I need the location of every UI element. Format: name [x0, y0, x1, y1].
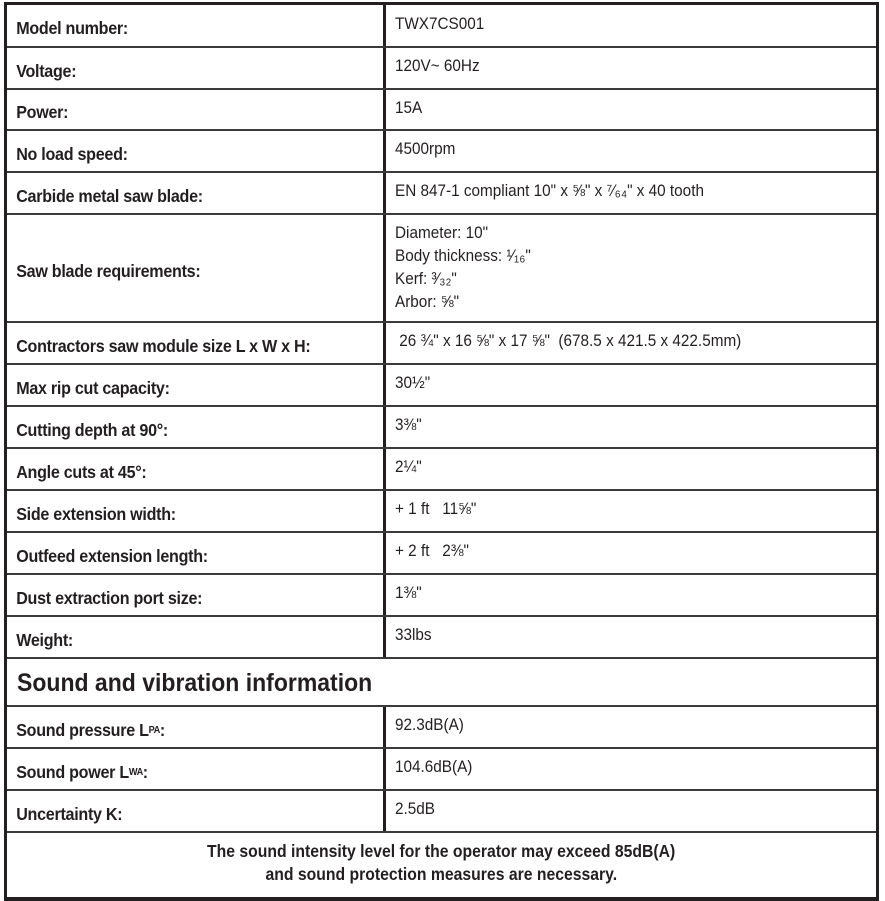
spec-value: + 1 ft 11⅝": [383, 491, 876, 531]
spec-label: Cutting depth at 90°:: [16, 419, 169, 440]
spec-label: Contractors saw module size L x W x H:: [16, 335, 311, 356]
spec-row-no-load-speed: [7, 129, 876, 171]
spec-label: Sound pressure L PA :: [16, 719, 165, 740]
spec-value: 2¼": [383, 449, 876, 489]
sound-row-uncertainty: [7, 789, 876, 831]
spec-label: Model number:: [16, 18, 128, 38]
spec-label: Weight:: [16, 629, 73, 650]
blade-body-thickness: Body thickness: ¹⁄₁₆": [395, 246, 531, 265]
spec-value: + 2 ft 2⅜": [383, 533, 876, 573]
spec-value: 30½": [383, 365, 876, 405]
spec-row-weight: [7, 615, 876, 657]
spec-label: Power:: [16, 102, 69, 122]
section-title-sound-vibration: Sound and vibration information: [7, 657, 876, 705]
spec-row-module-size: [7, 321, 876, 363]
spec-value: 3⅜": [383, 407, 876, 447]
sound-row-pressure: [7, 705, 876, 747]
spec-label: Dust extraction port size:: [16, 587, 203, 608]
spec-label: Uncertainty K:: [16, 803, 123, 824]
spec-label: Max rip cut capacity:: [16, 377, 170, 398]
spec-label: Carbide metal saw blade:: [16, 185, 203, 206]
spec-row-power: [7, 88, 876, 129]
sound-row-power: [7, 747, 876, 789]
spec-value: 1⅜": [383, 575, 876, 615]
spec-row-voltage: [7, 46, 876, 88]
spec-row-max-rip-cut: [7, 363, 876, 405]
spec-value: 4500rpm: [383, 131, 876, 171]
spec-row-outfeed-extension: [7, 531, 876, 573]
spec-value: 120V~ 60Hz: [383, 48, 876, 88]
spec-label: Saw blade requirements:: [16, 260, 201, 281]
spec-value: 2.5dB: [383, 791, 876, 831]
spec-value: 15A: [383, 90, 876, 129]
spec-label: Side extension width:: [16, 503, 176, 524]
spec-label: Sound power L WA :: [16, 761, 148, 782]
spec-row-side-extension: [7, 489, 876, 531]
warning-line-1: The sound intensity level for the operator may exceed 85dB(A): [207, 841, 676, 861]
spec-label: Outfeed extension length:: [16, 545, 208, 566]
blade-kerf: Kerf: ³⁄₃₂": [395, 269, 457, 288]
warning-line-2: and sound protection measures are necessary.: [265, 864, 618, 884]
spec-value: TWX7CS001: [383, 5, 876, 46]
spec-label: Voltage:: [16, 60, 77, 81]
spec-value: 92.3dB(A): [383, 707, 876, 747]
spec-row-dust-port: [7, 573, 876, 615]
spec-value-list: [383, 215, 876, 321]
spec-row-carbide-saw-blade: [7, 171, 876, 213]
spec-row-cutting-depth-90: [7, 405, 876, 447]
spec-label: Angle cuts at 45°:: [16, 461, 147, 482]
spec-row-saw-blade-requirements: [7, 213, 876, 321]
blade-arbor: Arbor: ⅝": [395, 292, 460, 311]
spec-value: EN 847-1 compliant 10" x ⅝" x ⁷⁄₆₄" x 40 tooth: [383, 173, 876, 213]
sound-warning-note: [7, 831, 876, 897]
blade-diameter: Diameter: 10": [395, 223, 489, 242]
spec-row-angle-cuts-45: [7, 447, 876, 489]
spec-value: 33lbs: [383, 617, 876, 657]
spec-value: 104.6dB(A): [383, 749, 876, 789]
specifications-table: [4, 2, 879, 901]
spec-value: 26 ¾" x 16 ⅝" x 17 ⅝" (678.5 x 421.5 x 422.5mm): [383, 323, 876, 363]
spec-row-model-number: [7, 5, 876, 46]
spec-label: No load speed:: [16, 143, 128, 164]
